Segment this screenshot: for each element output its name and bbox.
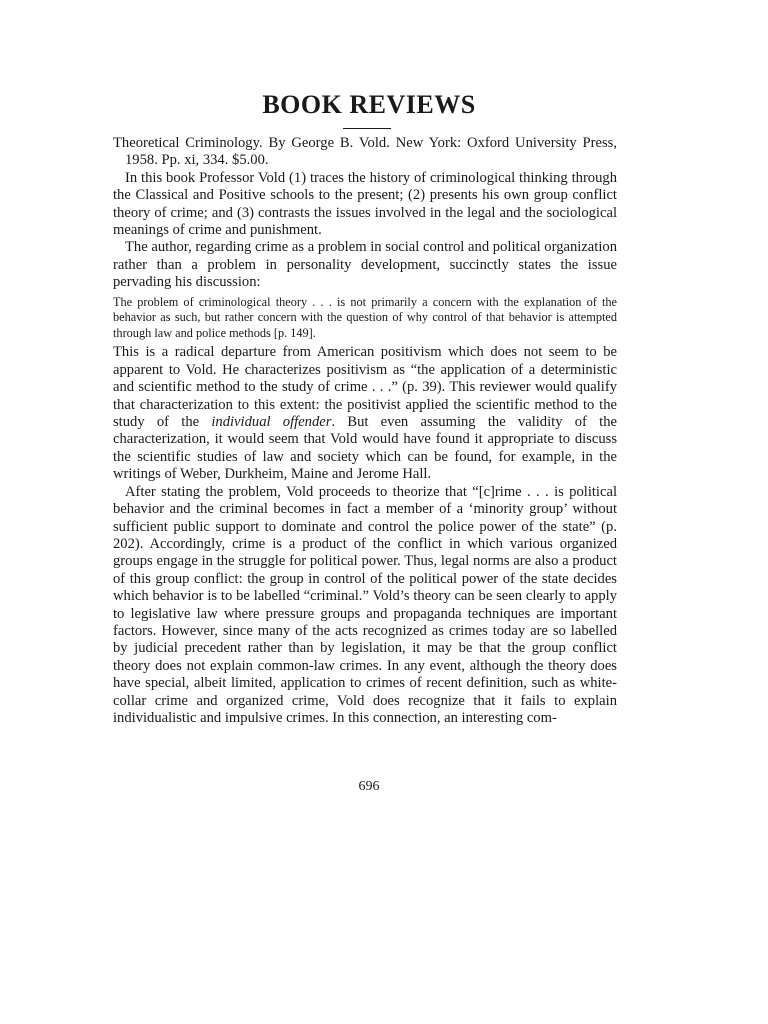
paragraph-3 — [113, 344, 617, 483]
heading-divider — [343, 128, 391, 129]
review-body — [113, 135, 617, 727]
block-quote: The problem of criminological theory . . . is not primarily a concern with the explanation of the behavior as such, but rather concern with the question of why control of that behavior is attempted through law and police methods [p. 149]. — [113, 294, 617, 340]
paragraph-2: The author, regarding crime as a problem in social control and political organization rather than a problem in personality development, succinctly states the issue pervading his discussion: — [113, 239, 617, 291]
book-citation: Theoretical Criminology. By George B. Vold. New York: Oxford University Press, 1958. Pp. xi, 334. $5.00. — [113, 135, 617, 169]
section-heading: BOOK REVIEWS — [262, 90, 476, 119]
paragraph-3-emphasis: individual offender — [211, 414, 332, 431]
paragraph-1: In this book Professor Vold (1) traces the history of criminological thinking through the Classical and Positive schools to the present; (2) presents his own group conflict theory of crime; and (3) contrasts the issues involved in the legal and the sociological meanings of crime and punishment. — [113, 169, 617, 239]
paragraph-4: After stating the problem, Vold proceeds to theorize that “[c]rime . . . is political behavior and the criminal becomes in fact a member of a ‘minority group’ without sufficient public support to dominate and control the police power of the state” (p. 202). Accordingly, crime is a product of the conflict in which various organized groups engage in the struggle for political power. Thus, legal norms are also a product of this group conflict: the group in control of the political power of the state decides which behavior is to be labelled “criminal.” Vold’s theory can be seen clearly to apply to legislative law where pressure groups and propaganda techniques are important factors. However, since many of the acts recognized as crimes today are so labelled by judicial precedent rather than by legislation, it may be that the group conflict theory does not explain common-law crimes. In any event, although the theory does have special, albeit limited, application to crimes of recent definition, such as white-collar crime and organized crime, Vold does recognize that it fails to explain individualistic and impulsive crimes. In this connection, an interesting com- — [113, 483, 617, 726]
page-number: 696 — [358, 779, 380, 794]
paragraph-3-text-b: . But even assuming the validity of the characterization, it would seem that Vold would have found it appropriate to discuss the scientific studies of law and society which can be found, for example, in the writings of Weber, Durkheim, Maine and Jerome Hall. — [113, 414, 617, 483]
paragraph-3-text-a: This is a radical departure from American positivism which does not seem to be apparent to Vold. He characterizes positivism as “the application of a deterministic and scientific method to the study of crime . . .” (p. 39). This reviewer would qualify that characterization to this extent: the positivist applied the scientific method to the study of the — [113, 344, 617, 431]
